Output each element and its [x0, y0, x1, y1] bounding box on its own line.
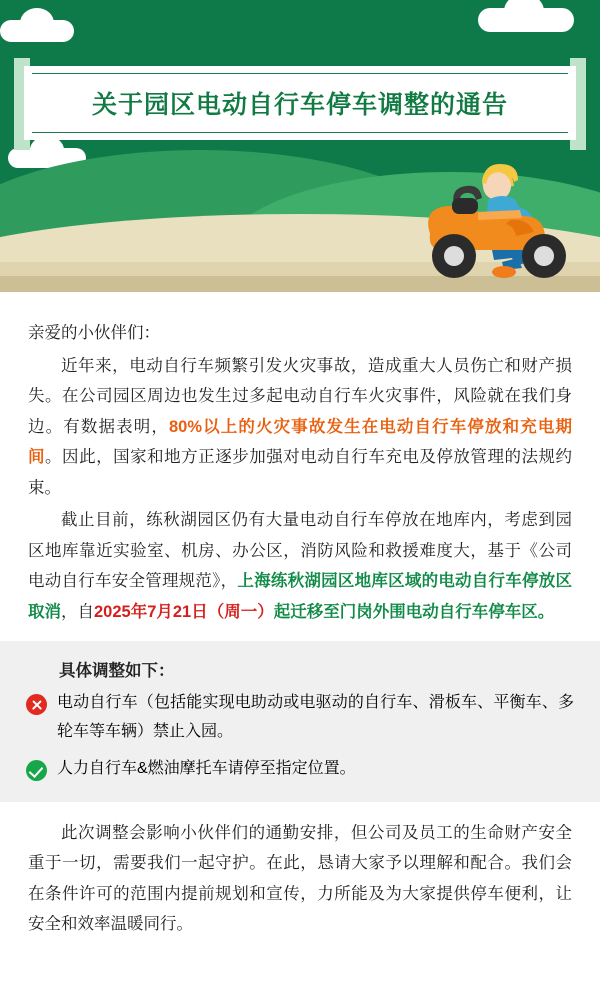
list-item	[26, 689, 574, 747]
scooter-rider-icon	[392, 146, 582, 286]
title-banner	[24, 66, 576, 140]
callout-title: 具体调整如下：	[59, 662, 175, 681]
allow-icon	[26, 760, 47, 781]
paragraph-1-part1: 近年来，电动自行车频繁引发火灾事故，造成重大人员伤亡和财产损失。在公司园区周边也发生过多起电动自行车火灾事件，风险就在我们身边。有数据表明，	[28, 356, 572, 436]
notice-body	[0, 292, 600, 627]
rule-text: 电动自行车（包括能实现电助动或电驱动的自行车、滑板车、平衡车、多轮车等车辆）禁止入园。	[57, 694, 574, 740]
header-illustration	[0, 0, 600, 292]
paragraph-2-highlight-green: 上海练秋湖园区地库区域的电动自行车停放区取消	[28, 572, 573, 621]
paragraph-2-part3: 起迁移至门岗外围电动自行车停车区。	[273, 602, 555, 621]
paragraph-2	[28, 505, 572, 627]
paragraph-2-highlight-date: 2025年7月21日（周一）	[94, 602, 274, 621]
list-item	[26, 755, 574, 784]
cloud-icon	[0, 20, 74, 42]
deny-icon	[26, 694, 47, 715]
rule-text: 人力自行车&燃油摩托车请停至指定位置。	[57, 759, 356, 777]
paragraph-2-part2: ，自	[61, 602, 94, 621]
title-banner-inner	[32, 73, 568, 133]
adjustment-callout	[0, 641, 600, 801]
closing-paragraph: 此次调整会影响小伙伴们的通勤安排，但公司及员工的生命财产安全重于一切，需要我们一起守护。在此，恳请大家予以理解和配合。我们会在条件许可的范围内提前规划和宣传，力所能及为大家提供停车便利，让安全和效率温暖同行。	[28, 823, 572, 934]
page-title: 关于园区电动自行车停车调整的通告	[91, 91, 508, 119]
paragraph-1-part2: 。因此，国家和地方正逐步加强对电动自行车充电及停放管理的法规约束。	[28, 448, 573, 497]
paragraph-1	[28, 351, 572, 504]
salutation: 亲爱的小伙伴们：	[28, 324, 160, 342]
paragraph-1-highlight: 80%以上的火灾事故发生在电动自行车停放和充电期间	[28, 417, 573, 467]
cloud-icon	[478, 8, 574, 32]
closing-section	[0, 802, 600, 940]
paragraph-2-part1: 截止目前，练秋湖园区仍有大量电动自行车停放在地库内，考虑到园区地库靠近实验室、机房、办公区，消防风险和救援难度大，基于《公司电动自行车安全管理规范》，	[28, 511, 572, 591]
